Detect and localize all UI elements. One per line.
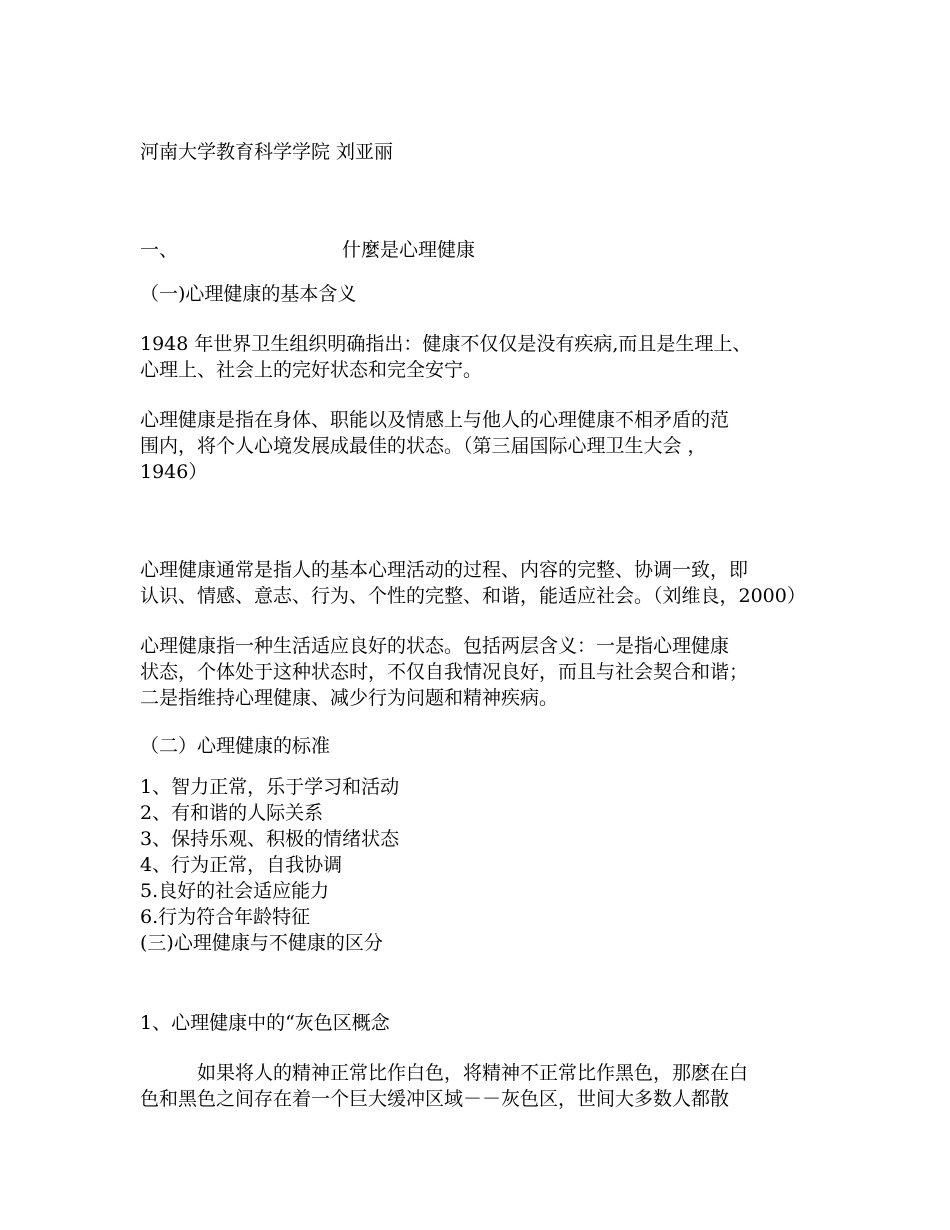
list-item: 2、有和谐的人际关系 xyxy=(140,802,324,824)
paragraph-line: 如果将人的精神正常比作白色，将精神不正常比作黑色，那麽在白 xyxy=(197,1062,749,1084)
author-line: 河南大学教育科学学院 刘亚丽 xyxy=(140,141,394,163)
section-number: 一、 xyxy=(140,239,179,261)
paragraph-line: 心理健康通常是指人的基本心理活动的过程、内容的完整、协调一致，即 xyxy=(140,559,749,581)
section-title: 什麼是心理健康 xyxy=(342,239,476,261)
list-item: 6.行为符合年龄特征 xyxy=(140,906,311,928)
paragraph-line: 认识、情感、意志、行为、个性的完整、和谐，能适应社会。（刘维良，2000） xyxy=(140,585,806,607)
list-item: 3、保持乐观、积极的情绪状态 xyxy=(140,828,400,850)
grey-zone-heading: 1、心理健康中的“灰色区概念 xyxy=(140,1012,390,1034)
subsection-title: （一)心理健康的基本含义 xyxy=(140,283,357,305)
subsection-title: (三)心理健康与不健康的区分 xyxy=(140,932,383,954)
list-item: 5.良好的社会适应能力 xyxy=(140,880,330,902)
paragraph-line: 状态，个体处于这种状态时，不仅自我情况良好，而且与社会契合和谐； xyxy=(140,661,749,683)
paragraph-line: 围内，将个人心境发展成最佳的状态。（第三届国际心理卫生大会 ， xyxy=(140,435,707,457)
list-item: 4、行为正常，自我协调 xyxy=(140,854,343,876)
paragraph-line: 色和黑色之间存在着一个巨大缓冲区域－－灰色区，世间大多数人都散 xyxy=(140,1088,730,1110)
paragraph-line: 心理上、社会上的完好状态和完全安宁。 xyxy=(140,359,483,381)
paragraph-line: 心理健康是指在身体、职能以及情感上与他人的心理健康不相矛盾的范 xyxy=(140,409,730,431)
paragraph-line: 1948 年世界卫生组织明确指出：健康不仅仅是没有疾病,而且是生理上、 xyxy=(140,333,752,355)
paragraph-line: 1946） xyxy=(140,461,208,483)
list-item: 1、智力正常，乐于学习和活动 xyxy=(140,776,400,798)
paragraph-line: 二是指维持心理健康、减少行为问题和精神疾病。 xyxy=(140,687,559,709)
paragraph-line: 心理健康指一种生活适应良好的状态。包括两层含义：一是指心理健康 xyxy=(140,635,730,657)
subsection-title: （二）心理健康的标准 xyxy=(140,735,331,757)
